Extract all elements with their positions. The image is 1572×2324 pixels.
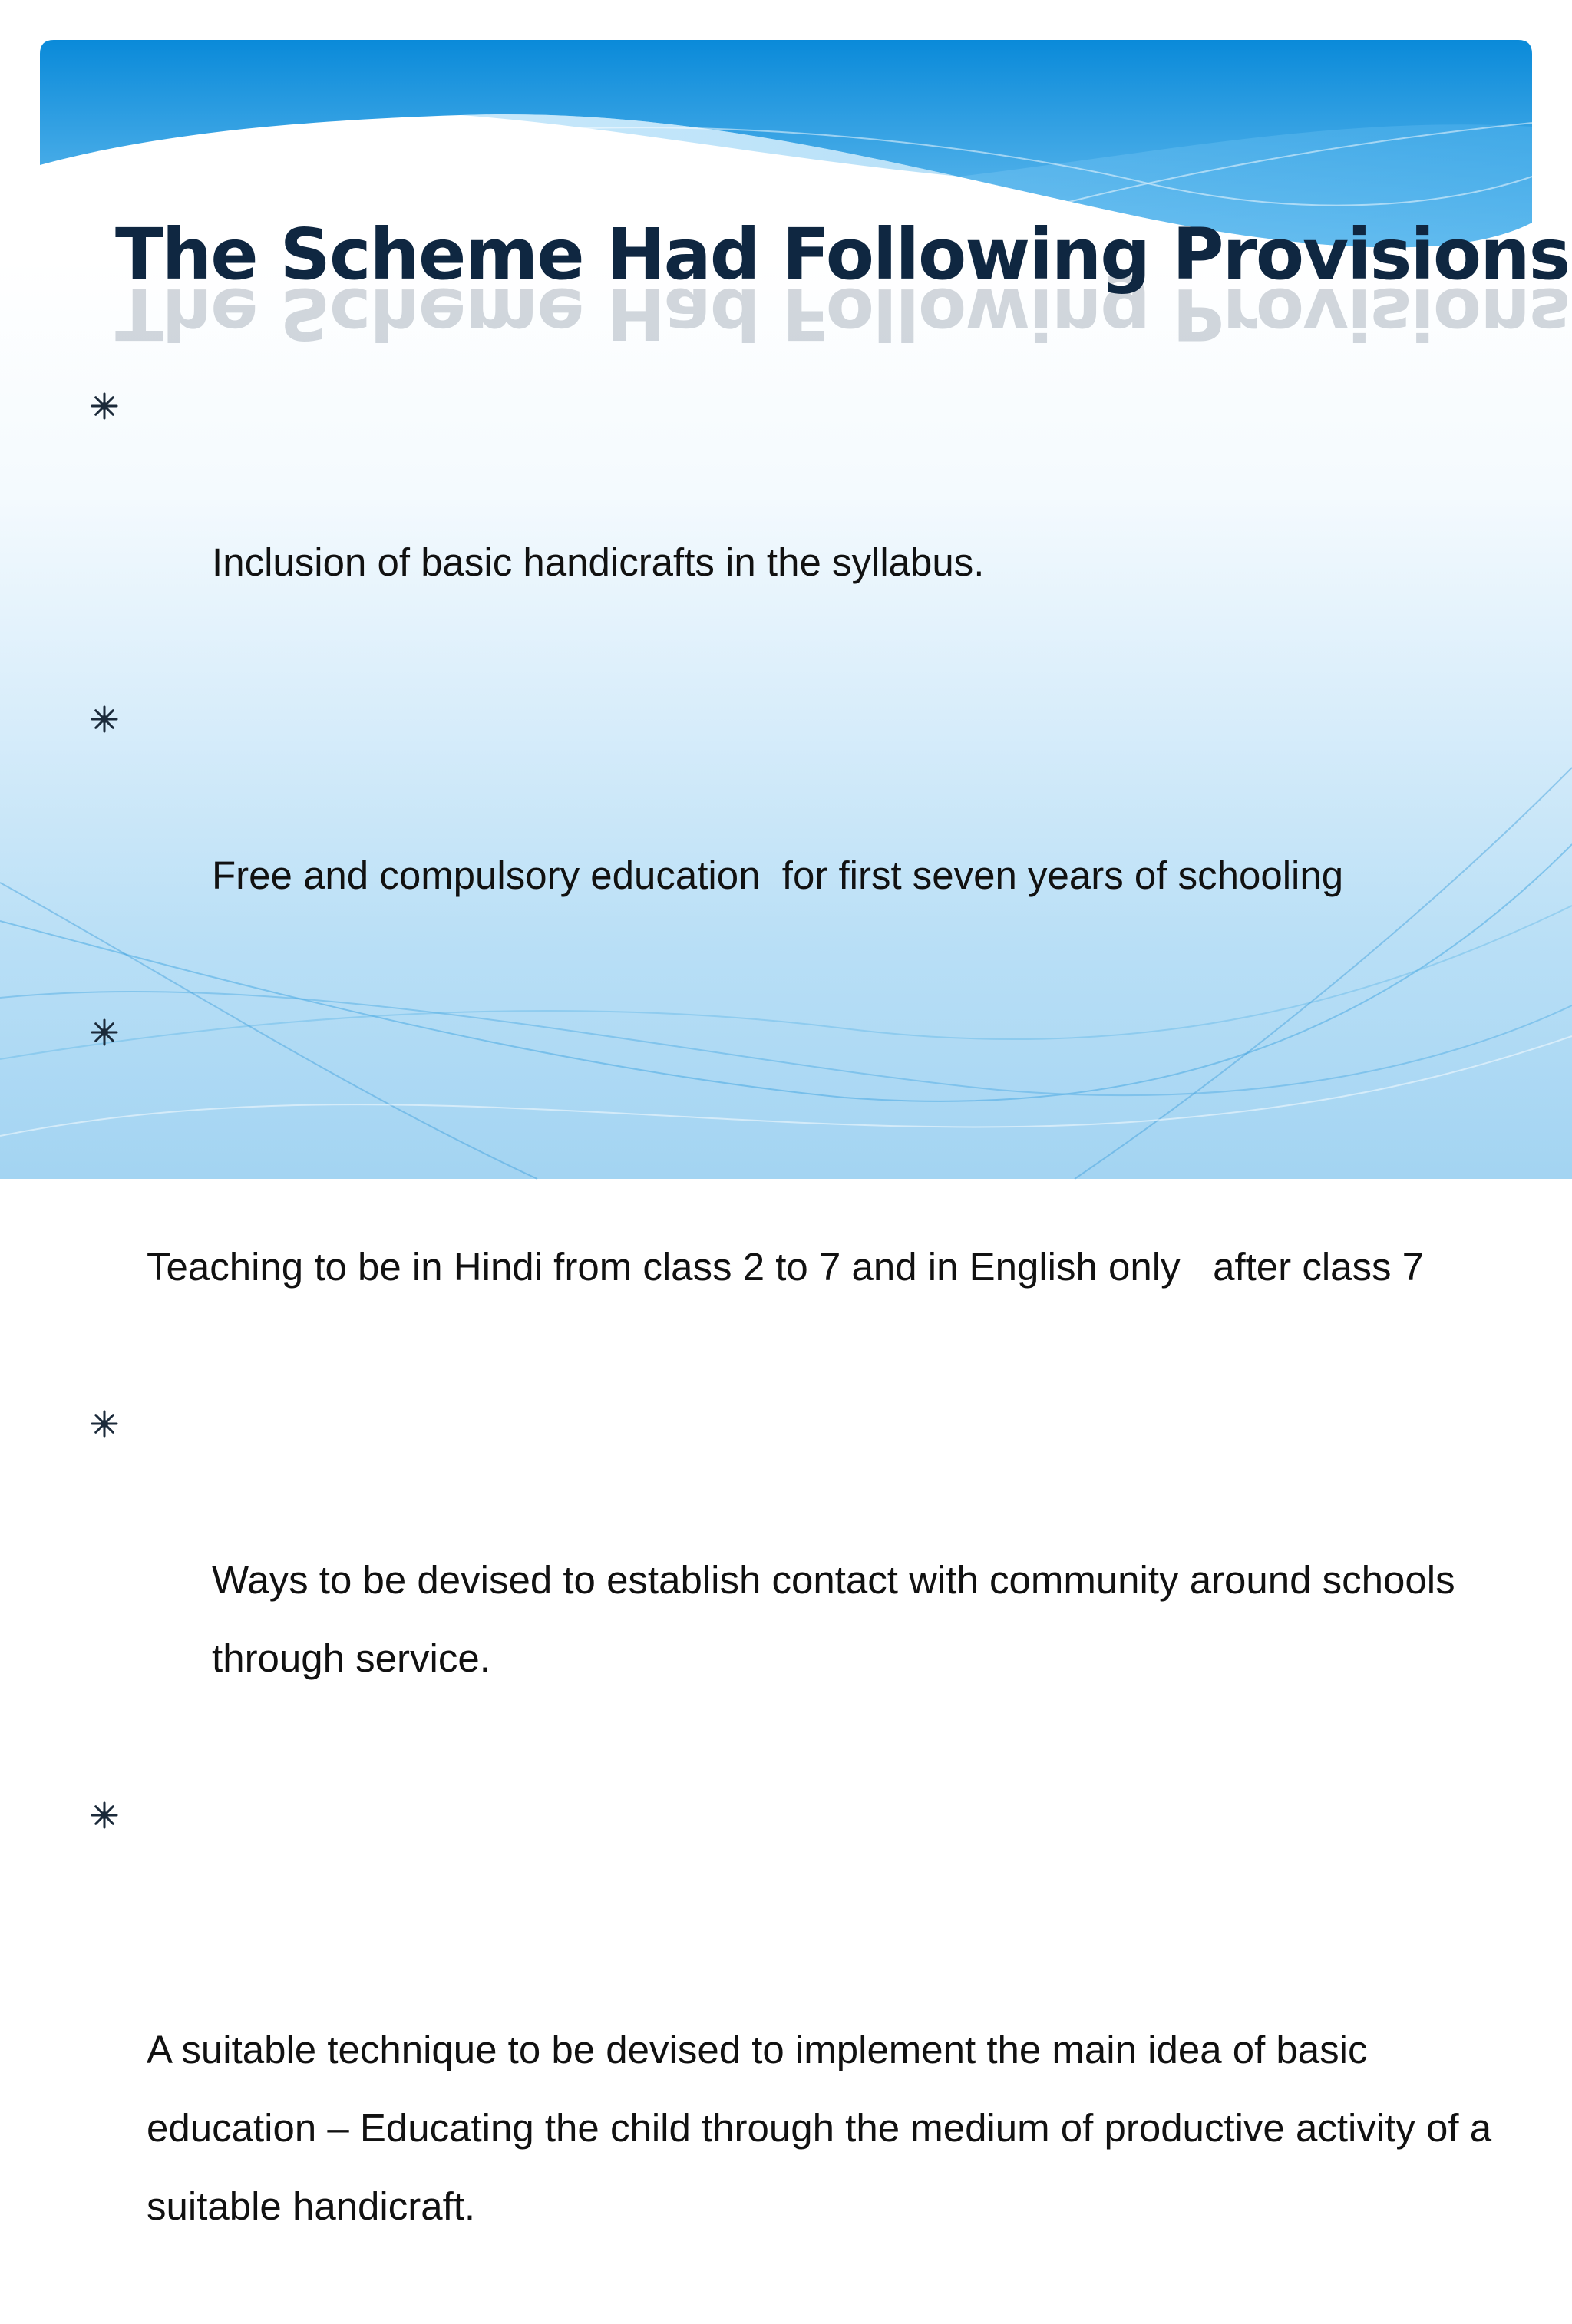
bullet-text: Ways to be devised to establish contact with community around schools through service.	[212, 1558, 1466, 1680]
bullet-text: Inclusion of basic handicrafts in the syllabus.	[212, 540, 985, 584]
snowflake-star-icon	[89, 704, 120, 735]
bullet-text: Teaching to be in Hindi from class 2 to 7 and in English only after class 7	[147, 1245, 1425, 1289]
bullet-item	[89, 993, 1547, 1385]
bullet-list	[89, 367, 1547, 2324]
snowflake-star-icon	[89, 391, 120, 421]
bullet-item	[89, 1776, 1547, 2324]
slide-title: The Scheme Had Following Provisions	[115, 213, 1570, 295]
snowflake-star-icon	[89, 1017, 120, 1048]
bullet-text: Free and compulsory education for first seven years of schooling	[212, 853, 1344, 897]
slide-title-reflection: The Scheme Had Following Provisions	[115, 272, 1570, 355]
snowflake-star-icon	[89, 1800, 120, 1830]
bullet-item	[89, 367, 1547, 680]
bullet-item	[89, 680, 1547, 993]
bullet-text: A suitable technique to be devised to implement the main idea of basic education – Educating the child through the medium of productive activity of a suitable handicraft.	[147, 2028, 1503, 2228]
bullet-item	[89, 1385, 1547, 1776]
snowflake-star-icon	[89, 1408, 120, 1439]
